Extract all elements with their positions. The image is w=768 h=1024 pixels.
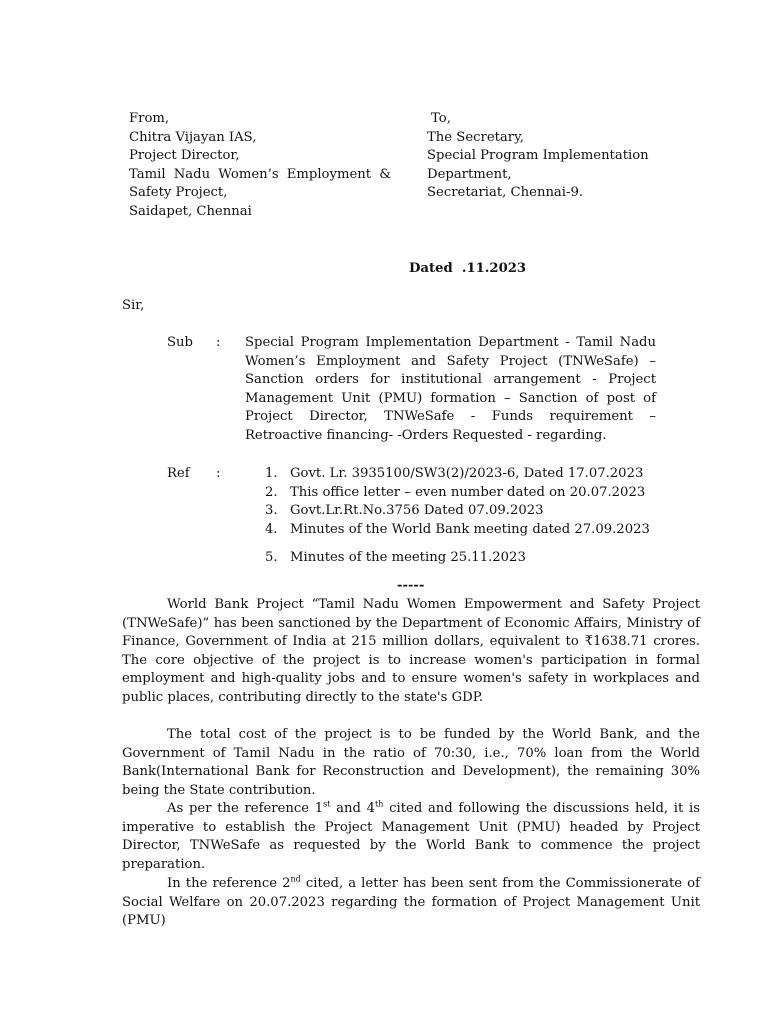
sender-organisation-line1: Tamil Nadu Women’s Employment & [129,166,391,182]
recipient-department-line1: Special Program Implementation [427,148,649,164]
recipient-address: Secretariat, Chennai-9. [427,185,584,201]
recipient-address-block [427,110,649,203]
body-paragraph-3: As per the reference 1st and 4th cited and following the discussions held, it is imperative to establish the Project Management Unit (PMU) headed by Project Director, TNWeSafe as requested by the World Bank to commence the project preparation. [122,799,700,872]
recipient-title: The Secretary, [427,129,524,145]
sender-organisation-line2: Safety Project, [129,185,228,201]
reference-item: 1. Govt. Lr. 3935100/SW3(2)/2023-6, Dated 17.07.2023 [265,466,644,481]
to-heading: To, [431,111,451,126]
sender-place: Saidapet, Chennai [129,203,252,219]
sender-name: Chitra Vijayan IAS, [129,129,257,145]
reference-label: Ref [167,466,190,481]
reference-colon: : [216,466,221,481]
reference-item: 4. Minutes of the World Bank meeting dated 27.09.2023 [265,521,650,537]
from-heading: From, [129,111,170,126]
reference-item: 3. Govt.Lr.Rt.No.3756 Dated 07.09.2023 [265,503,544,519]
subject-text: Special Program Implementation Department - Tamil Nadu Women’s Employment and Safety Project (TNWeSafe) – Sanction orders for institutional arrangement - Project Management Unit (PMU) formation – Sanction of post of Project Director, TNWeSafe - Funds requirement – Retroactive financing- -Orders Requested - regarding. [245,335,656,443]
reference-item: 5. Minutes of the meeting 25.11.2023 [265,550,526,566]
salutation: Sir, [122,298,145,313]
body-paragraph-1: World Bank Project “Tamil Nadu Women Empowerment and Safety Project (TNWeSafe)” has been sanctioned by the Department of Economic Affairs, Ministry of Finance, Government of India at 215 million dollars, equivalent to ₹1638.71 crores. The core objective of the project is to increase women's participation in formal employment and high-quality jobs and to ensure women's safety in workplaces and public places, contributing directly to the state's GDP. [122,597,700,705]
body-paragraph-4: In the reference 2nd cited, a letter has been sent from the Commissionerate of Social Welfare on 20.07.2023 regarding the formation of Project Management Unit (PMU) [122,874,700,929]
reference-list [265,465,650,568]
body-paragraph-2: The total cost of the project is to be funded by the World Bank, and the Government of Tamil Nadu in the ratio of 70:30, i.e., 70% loan from the World Bank(International Bank for Reconstruction and Development), the remaining 30% being the State contribution. [122,727,700,798]
letter-date: Dated .11.2023 [409,261,527,276]
recipient-department-line2: Department, [427,166,512,182]
subject-label: Sub [167,335,193,350]
sender-address-block [129,110,391,222]
reference-item: 2. This office letter – even number dated on 20.07.2023 [265,484,646,500]
subject-colon: : [216,335,221,350]
section-separator: ----- [397,578,425,593]
sender-designation: Project Director, [129,148,240,164]
